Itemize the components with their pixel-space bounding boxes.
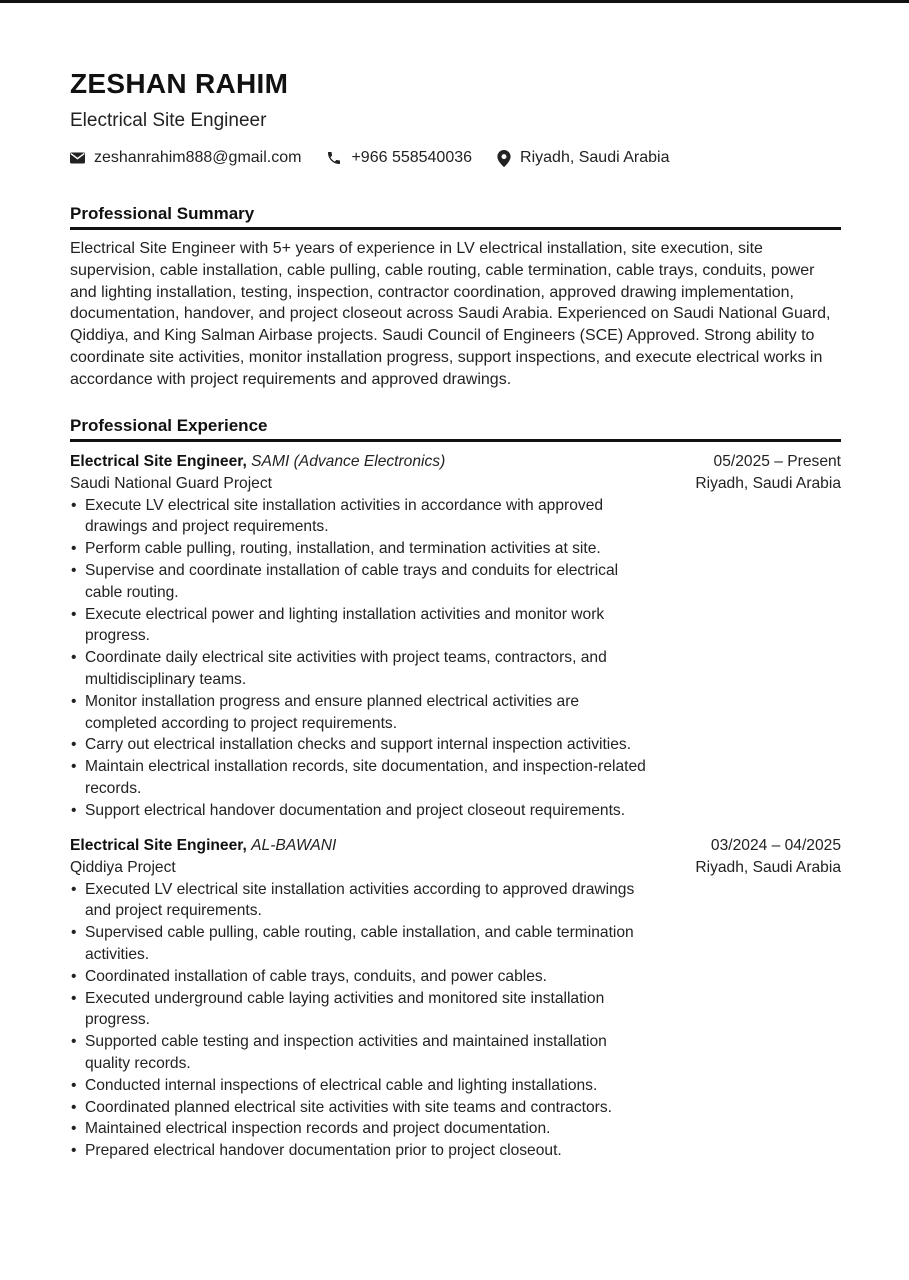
bullet-item: • Supervised cable pulling, cable routing, cable installation, and cable termination activities. — [70, 922, 655, 966]
candidate-title: Electrical Site Engineer — [70, 110, 267, 131]
job-header — [70, 451, 841, 473]
location-pin-icon — [497, 150, 511, 167]
top-border — [0, 0, 909, 3]
contact-location — [497, 149, 669, 167]
bullet-item: • Perform cable pulling, routing, installation, and termination activities at site. — [70, 538, 655, 560]
bullet-item: • Executed underground cable laying activities and monitored site installation progress. — [70, 988, 655, 1032]
bullet-item: • Monitor installation progress and ensure planned electrical activities are completed according to project requirements. — [70, 691, 655, 735]
bullet-item: • Coordinated planned electrical site activities with site teams and contractors. — [70, 1097, 655, 1119]
job-entry-1 — [70, 451, 841, 822]
email-text: zeshanrahim888@gmail.com — [94, 149, 302, 166]
bullet-item: • Coordinated installation of cable trays, conduits, and power cables. — [70, 966, 655, 988]
bullet-item: • Carry out electrical installation checks and support internal inspection activities. — [70, 734, 655, 756]
job-dates: 03/2024 – 04/2025 — [710, 837, 841, 854]
job-company: SAMI (Advance Electronics) — [251, 453, 446, 470]
job-role: Electrical Site Engineer, — [70, 837, 247, 854]
candidate-name: ZESHAN RAHIM — [70, 68, 289, 99]
experience-heading: Professional Experience — [70, 415, 841, 442]
contact-email[interactable] — [70, 149, 301, 167]
location-text: Riyadh, Saudi Arabia — [520, 149, 670, 166]
phone-text: +966 558540036 — [351, 149, 473, 166]
job-project: Qiddiya Project — [70, 858, 176, 876]
bullet-item: • Coordinate daily electrical site activities with project teams, contractors, and multidisciplinary teams. — [70, 647, 655, 691]
job-entry-2 — [70, 835, 841, 1162]
bullet-item: • Supported cable testing and inspection activities and maintained installation quality records. — [70, 1031, 655, 1075]
bullet-item: • Execute electrical power and lighting installation activities and monitor work progress. — [70, 604, 655, 648]
bullet-item: • Executed LV electrical site installation activities according to approved drawings and project requirements. — [70, 879, 655, 923]
summary-heading: Professional Summary — [70, 203, 841, 230]
job-role: Electrical Site Engineer, — [70, 453, 247, 470]
bullet-item: • Maintain electrical installation records, site documentation, and inspection-related records. — [70, 756, 655, 800]
job-bullets — [70, 879, 655, 1162]
bullet-item: • Prepared electrical handover documentation prior to project closeout. — [70, 1140, 655, 1162]
job-company: AL-BAWANI — [251, 837, 337, 854]
bullet-item: • Supervise and coordinate installation of cable trays and conduits for electrical cable routing. — [70, 560, 655, 604]
job-subheader — [70, 473, 841, 495]
job-location: Riyadh, Saudi Arabia — [695, 474, 841, 492]
job-dates: 05/2025 – Present — [713, 453, 841, 470]
job-location: Riyadh, Saudi Arabia — [695, 858, 841, 876]
contact-phone[interactable] — [326, 149, 472, 167]
summary-text: Electrical Site Engineer with 5+ years of experience in LV electrical installation, site execution, site supervision, cable installation, cable pulling, cable routing, cable termination, cable trays, conduits, power and lighting installation, testing, inspection, contractor coordination, approved drawing implementation, documentation, handover, and project closeout across Saudi Arabia. Experienced on Saudi National Guard, Qiddiya, and King Salman Airbase projects. Saudi Council of Engineers (SCE) Approved. Strong ability to coordinate site activities, monitor installation progress, support inspections, and execute electrical works in accordance with project requirements and approved drawings. — [70, 240, 831, 388]
phone-icon — [326, 150, 342, 166]
job-subheader — [70, 857, 841, 879]
bullet-item: • Conducted internal inspections of electrical cable and lighting installations. — [70, 1075, 655, 1097]
envelope-icon — [70, 152, 85, 164]
contact-row — [70, 149, 694, 167]
bullet-item: • Maintained electrical inspection records and project documentation. — [70, 1118, 655, 1140]
job-bullets — [70, 495, 655, 822]
job-header — [70, 835, 841, 857]
bullet-item: • Execute LV electrical site installation activities in accordance with approved drawings and project requirements. — [70, 495, 655, 539]
job-project: Saudi National Guard Project — [70, 474, 272, 492]
bullet-item: • Support electrical handover documentation and project closeout requirements. — [70, 800, 655, 822]
